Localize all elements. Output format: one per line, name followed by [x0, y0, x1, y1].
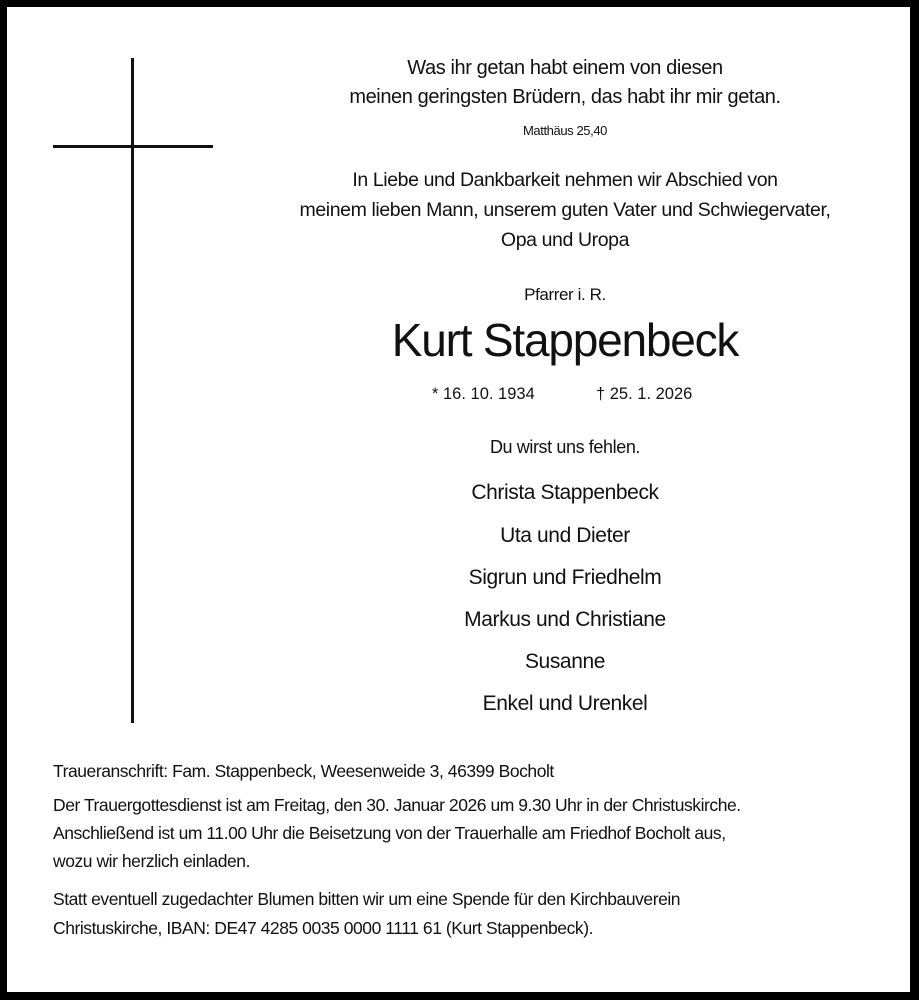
donation-line: Christuskirche, IBAN: DE47 4285 0035 0000 1111 61 (Kurt Stappenbeck). [53, 918, 593, 938]
obituary-notice [7, 7, 910, 992]
service-line: Anschließend ist um 11.00 Uhr die Beisetzung von der Trauerhalle am Friedhof Bocholt aus, [53, 823, 726, 843]
mourner: Enkel und Urenkel [482, 692, 648, 715]
mourner: Susanne [524, 650, 606, 673]
mourning-address: Traueranschrift: Fam. Stappenbeck, Weesenweide 3, 46399 Bocholt [53, 761, 554, 781]
closing-line: Du wirst uns fehlen. [489, 437, 641, 457]
donation-line: Statt eventuell zugedachter Blumen bitten wir um eine Spende für den Kirchbauverein [53, 889, 681, 909]
farewell-line: Opa und Uropa [500, 229, 630, 251]
service-line: Der Trauergottesdienst ist am Freitag, den 30. Januar 2026 um 9.30 Uhr in der Christuskirche. [53, 795, 741, 815]
deceased-title: Pfarrer i. R. [524, 285, 606, 304]
farewell-line: In Liebe und Dankbarkeit nehmen wir Abschied von [352, 169, 778, 191]
cross-icon-bar [53, 145, 213, 148]
farewell-line: meinem lieben Mann, unserem guten Vater und Schwiegervater, [299, 199, 831, 221]
quote-line: Was ihr getan habt einem von diesen [407, 57, 723, 79]
deceased-name: Kurt Stappenbeck [391, 314, 739, 366]
quote-source: Matthäus 25,40 [522, 123, 608, 138]
cross-icon [131, 58, 134, 723]
quote-line: meinen geringsten Brüdern, das habt ihr mir getan. [349, 86, 781, 108]
death-date: † 25. 1. 2026 [596, 385, 693, 403]
service-line: wozu wir herzlich einladen. [53, 851, 250, 871]
mourner: Uta und Dieter [500, 524, 630, 547]
mourner: Sigrun und Friedhelm [468, 566, 662, 589]
mourner: Christa Stappenbeck [471, 481, 659, 504]
mourner: Markus und Christiane [464, 608, 666, 631]
birth-date: * 16. 10. 1934 [432, 385, 535, 403]
